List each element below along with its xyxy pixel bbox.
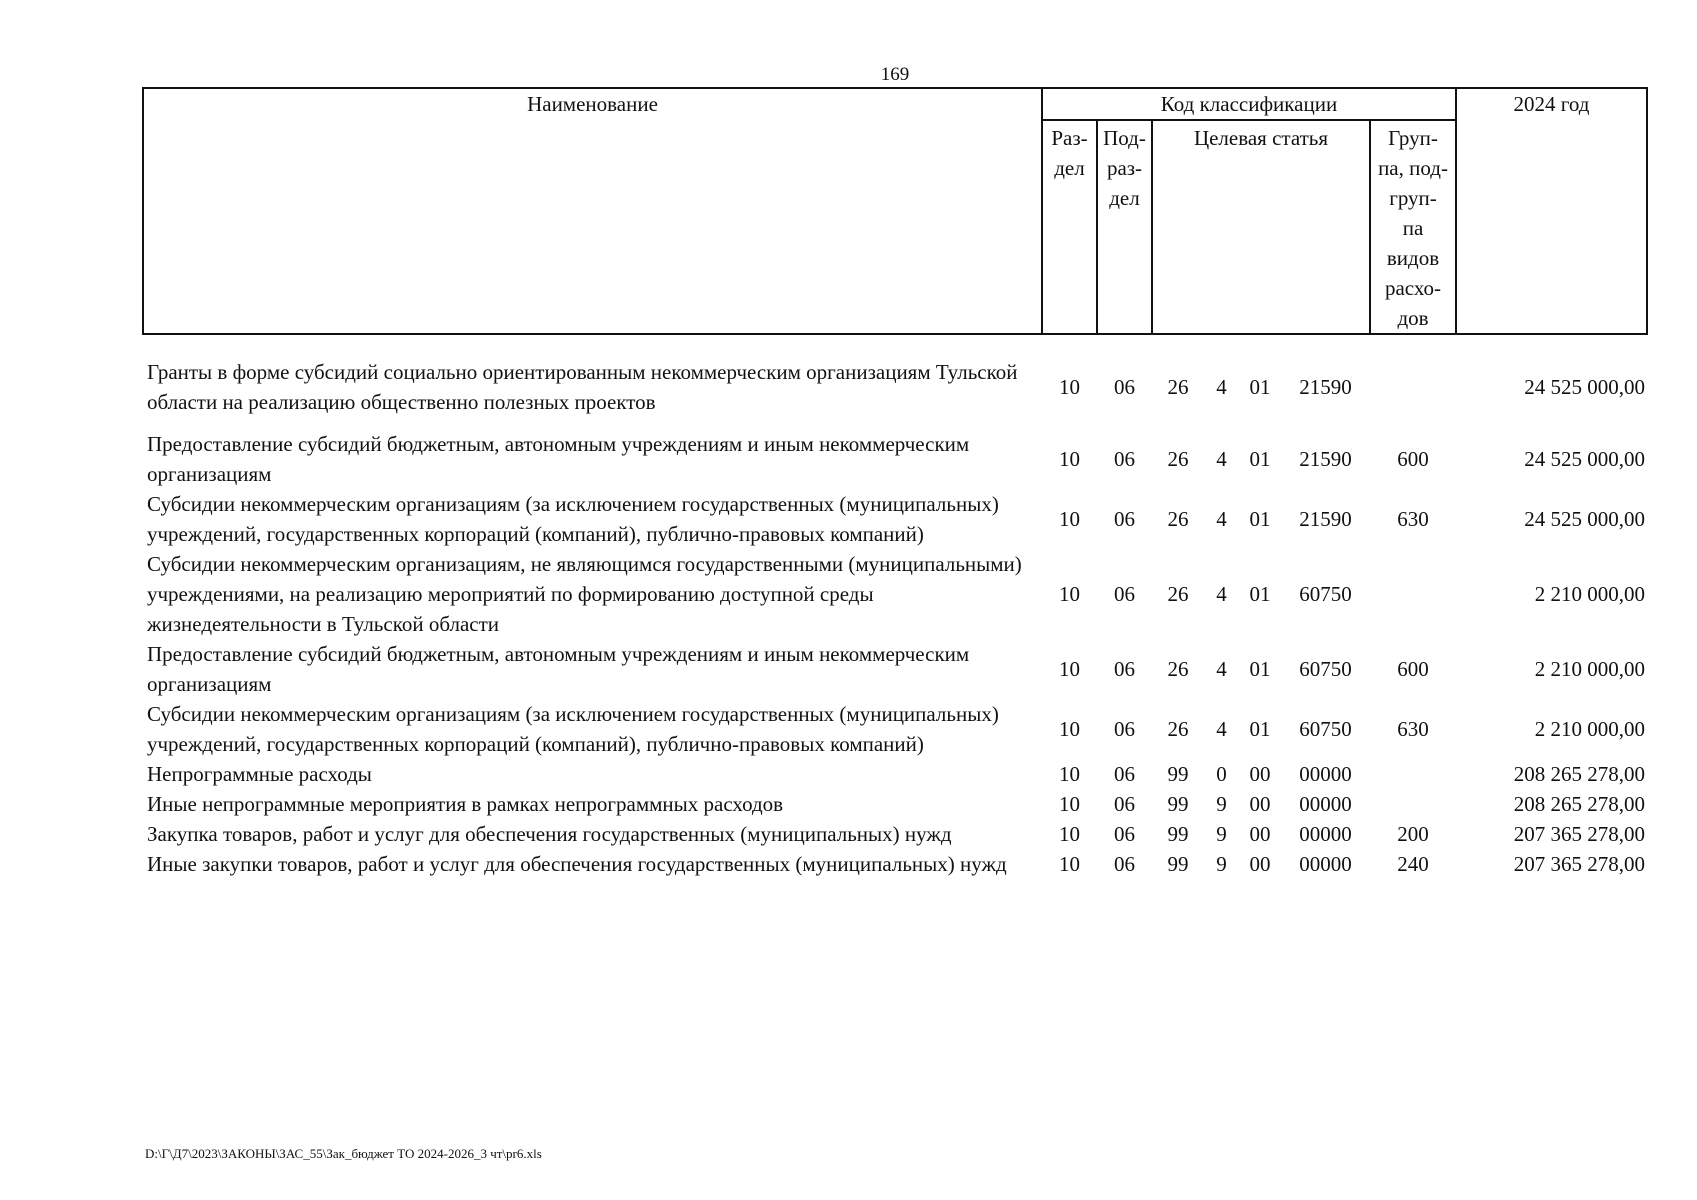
row-target-subprogram: 01 xyxy=(1249,582,1271,606)
row-amount: 207 365 278,00 xyxy=(1513,822,1646,846)
row-name: Иные непрограммные мероприятия в рамках непрограммных расходов xyxy=(147,792,784,816)
row-subsection: 06 xyxy=(1114,375,1135,399)
row-target-subprogram: 00 xyxy=(1249,822,1271,846)
header-subsection: Под- раз- дел xyxy=(1097,120,1152,334)
row-name: Непрограммные расходы xyxy=(147,762,372,786)
row-target-type: 4 xyxy=(1216,717,1227,741)
page-number: 169 xyxy=(880,64,910,85)
row-section: 10 xyxy=(1059,852,1080,876)
row-target-direction: 21590 xyxy=(1299,507,1352,531)
row-section: 10 xyxy=(1059,792,1080,816)
header-classification: Код классификации xyxy=(1042,88,1456,120)
table-body xyxy=(143,334,1647,879)
row-target-type: 4 xyxy=(1216,507,1227,531)
table-row xyxy=(143,357,1647,429)
row-expense-group: 630 xyxy=(1397,507,1429,531)
row-expense-group: 600 xyxy=(1397,447,1429,471)
row-target-direction: 00000 xyxy=(1299,852,1352,876)
row-target-direction: 60750 xyxy=(1299,657,1352,681)
row-target-program: 26 xyxy=(1167,375,1189,399)
row-target-type: 4 xyxy=(1216,657,1227,681)
header-section: Раз- дел xyxy=(1042,120,1097,334)
row-section: 10 xyxy=(1059,507,1080,531)
row-target-type: 0 xyxy=(1216,762,1227,786)
row-section: 10 xyxy=(1059,447,1080,471)
row-target-program: 99 xyxy=(1167,852,1189,876)
row-target-direction: 00000 xyxy=(1299,792,1352,816)
row-name: Субсидии некоммерческим организациям, не являющимся государственными (муниципальными) учреждениями, на реализацию мероприятий по формированию доступной среды жизнедеятельности в Тульской области xyxy=(147,552,1022,636)
row-expense-group: 240 xyxy=(1397,852,1429,876)
row-target-subprogram: 01 xyxy=(1249,447,1271,471)
row-expense-group: 200 xyxy=(1397,822,1429,846)
row-name: Субсидии некоммерческим организациям (за исключением государственных (муниципальных) учреждений, государственных корпораций (компаний), публично-правовых компаний) xyxy=(147,492,999,546)
row-subsection: 06 xyxy=(1114,852,1135,876)
row-target-direction: 60750 xyxy=(1299,582,1352,606)
row-amount: 24 525 000,00 xyxy=(1524,447,1646,471)
row-target-program: 26 xyxy=(1167,582,1189,606)
row-subsection: 06 xyxy=(1114,822,1135,846)
row-amount: 2 210 000,00 xyxy=(1534,717,1646,741)
row-name: Предоставление субсидий бюджетным, автономным учреждениям и иным некоммерческим организациям xyxy=(147,432,970,486)
row-target-direction: 60750 xyxy=(1299,717,1352,741)
row-target-subprogram: 01 xyxy=(1249,717,1271,741)
row-expense-group xyxy=(1370,357,1456,429)
row-expense-group: 630 xyxy=(1397,717,1429,741)
row-expense-group: 600 xyxy=(1397,657,1429,681)
table-row xyxy=(143,759,1647,789)
row-amount: 208 265 278,00 xyxy=(1513,792,1646,816)
row-subsection: 06 xyxy=(1114,507,1135,531)
row-subsection: 06 xyxy=(1114,582,1135,606)
row-target-program: 99 xyxy=(1167,822,1189,846)
row-name: Гранты в форме субсидий социально ориентированным некоммерческим организациям Тульской области на реализацию общественно полезных проектов xyxy=(147,360,1018,414)
row-amount: 2 210 000,00 xyxy=(1534,657,1646,681)
row-amount: 24 525 000,00 xyxy=(1524,375,1646,399)
row-target-direction: 21590 xyxy=(1299,375,1352,399)
header-target-article: Целевая статья xyxy=(1152,120,1370,334)
table-row xyxy=(143,699,1647,759)
row-section: 10 xyxy=(1059,822,1080,846)
file-path-footer: D:\Г\Д7\2023\ЗАКОНЫ\ЗАС_55\Зак_бюджет ТО 2024-2026_3 чт\pr6.xls xyxy=(145,1146,542,1161)
row-target-program: 99 xyxy=(1167,762,1189,786)
row-name: Закупка товаров, работ и услуг для обеспечения государственных (муниципальных) нужд xyxy=(147,822,952,846)
row-section: 10 xyxy=(1059,375,1080,399)
row-name: Субсидии некоммерческим организациям (за исключением государственных (муниципальных) учреждений, государственных корпораций (компаний), публично-правовых компаний) xyxy=(147,702,999,756)
row-amount: 24 525 000,00 xyxy=(1524,507,1646,531)
row-target-program: 26 xyxy=(1167,447,1189,471)
row-expense-group xyxy=(1370,759,1456,789)
header-year: 2024 год xyxy=(1456,88,1647,334)
row-target-program: 26 xyxy=(1167,717,1189,741)
row-section: 10 xyxy=(1059,717,1080,741)
header-expense-group: Груп- па, под- груп- па видов расхо- дов xyxy=(1370,120,1456,334)
row-target-subprogram: 01 xyxy=(1249,375,1271,399)
row-target-subprogram: 01 xyxy=(1249,507,1271,531)
table-row xyxy=(143,849,1647,879)
row-target-type: 4 xyxy=(1216,582,1227,606)
row-expense-group xyxy=(1370,789,1456,819)
row-target-type: 9 xyxy=(1216,792,1227,816)
row-subsection: 06 xyxy=(1114,657,1135,681)
table-row xyxy=(143,789,1647,819)
table-row xyxy=(143,429,1647,489)
row-amount: 2 210 000,00 xyxy=(1534,582,1646,606)
row-target-subprogram: 00 xyxy=(1249,762,1271,786)
row-subsection: 06 xyxy=(1114,792,1135,816)
row-target-type: 9 xyxy=(1216,822,1227,846)
row-section: 10 xyxy=(1059,582,1080,606)
table-row xyxy=(143,639,1647,699)
row-subsection: 06 xyxy=(1114,762,1135,786)
row-subsection: 06 xyxy=(1114,447,1135,471)
budget-table xyxy=(142,87,1648,879)
row-target-direction: 00000 xyxy=(1299,822,1352,846)
row-name: Иные закупки товаров, работ и услуг для обеспечения государственных (муниципальных) нужд xyxy=(147,852,1007,876)
row-section: 10 xyxy=(1059,657,1080,681)
row-target-program: 99 xyxy=(1167,792,1189,816)
row-amount: 207 365 278,00 xyxy=(1513,852,1646,876)
row-target-subprogram: 00 xyxy=(1249,852,1271,876)
row-amount: 208 265 278,00 xyxy=(1513,762,1646,786)
table-row xyxy=(143,819,1647,849)
row-target-program: 26 xyxy=(1167,507,1189,531)
header-name: Наименование xyxy=(143,88,1042,334)
row-target-type: 9 xyxy=(1216,852,1227,876)
row-target-subprogram: 00 xyxy=(1249,792,1271,816)
row-subsection: 06 xyxy=(1114,717,1135,741)
row-target-direction: 00000 xyxy=(1299,762,1352,786)
row-target-type: 4 xyxy=(1216,375,1227,399)
table-row xyxy=(143,549,1647,639)
table-row xyxy=(143,489,1647,549)
row-target-direction: 21590 xyxy=(1299,447,1352,471)
row-target-subprogram: 01 xyxy=(1249,657,1271,681)
row-section: 10 xyxy=(1059,762,1080,786)
row-target-type: 4 xyxy=(1216,447,1227,471)
row-target-program: 26 xyxy=(1167,657,1189,681)
row-name: Предоставление субсидий бюджетным, автономным учреждениям и иным некоммерческим организациям xyxy=(147,642,970,696)
row-expense-group xyxy=(1370,549,1456,639)
